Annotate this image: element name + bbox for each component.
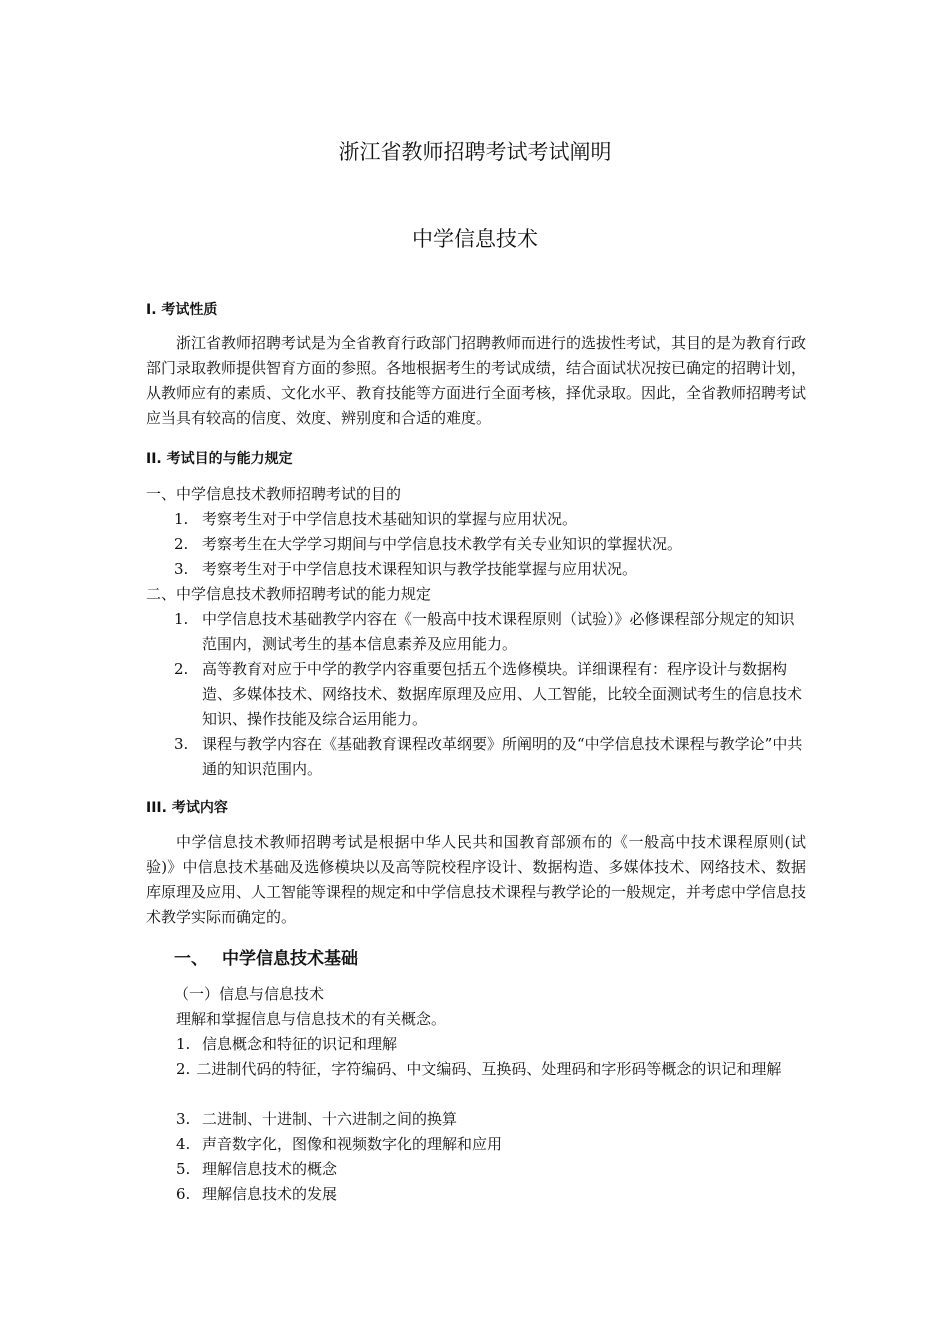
list-text: 考察考生在大学学习期间与中学信息技术教学有关专业知识的掌握状况。: [202, 535, 683, 553]
list-item: [176, 1107, 457, 1132]
list-text: 信息概念和特征的识记和理解: [202, 1035, 398, 1053]
list-item: [174, 657, 806, 732]
list-item: [174, 607, 806, 657]
list-item: [176, 1032, 397, 1057]
section-1-paragraph: 浙江省教师招聘考试是为全省教育行政部门招聘教师而进行的选拔性考试，其目的是为教育行政部门录取教师提供智育方面的参照。各地根据考生的考试成绩，结合面试状况按已确定的招聘计划，从教师应有的素质、文化水平、教育技能等方面进行全面考核，择优录取。因此，全省教师招聘考试应当具有较高的信度、效度、辨别度和合适的难度。: [146, 334, 807, 427]
section-heading-1: I. 考试性质: [146, 302, 218, 318]
document-subtitle: 中学信息技术: [412, 227, 538, 251]
list-item: [176, 1157, 337, 1182]
list-text: 中学信息技术基础教学内容在《一般高中技术课程原则（试验）》必修课程部分规定的知识范围内，测试考生的基本信息素养及应用能力。: [202, 610, 795, 653]
list-item: [146, 1057, 806, 1082]
list-text: 高等教育对应于中学的教学内容重要包括五个选修模块。详细课程有：程序设计与数据构造、多媒体技术、网络技术、数据库原理及应用、人工智能，比较全面测试考生的信息技术知识、操作技能及综合运用能力。: [202, 660, 803, 728]
list-item: [174, 732, 806, 782]
list-number: 2.: [176, 1060, 191, 1078]
part-2-title: 二、中学信息技术教师招聘考试的能力规定: [146, 585, 432, 603]
subsection-number: 一、: [174, 949, 208, 969]
list-text: 二进制、十进制、十六进制之间的换算: [202, 1110, 458, 1128]
list-item: [174, 507, 806, 532]
list-number: 3.: [174, 735, 189, 753]
list-text: 理解信息技术的概念: [202, 1160, 338, 1178]
list-text: 声音数字化，图像和视频数字化的理解和应用: [202, 1135, 503, 1153]
list-number: 4.: [176, 1135, 191, 1153]
list-item: [174, 532, 806, 557]
list-number: 3.: [174, 560, 189, 578]
part-intro: 理解和掌握信息与信息技术的有关概念。: [176, 1010, 447, 1028]
list-number: 6.: [176, 1185, 191, 1203]
part-title: （一）信息与信息技术: [174, 985, 325, 1003]
section-heading-3: III. 考试内容: [146, 800, 228, 816]
list-text: 课程与教学内容在《基础教育课程改革纲要》所阐明的及“中学信息技术课程与教学论”中共通的知识范围内。: [202, 735, 803, 778]
list-text: 二进制代码的特征，字符编码、中文编码、互换码、处理码和字形码等概念的识记和理解: [196, 1060, 782, 1078]
list-item: [176, 1132, 502, 1157]
list-number: 1.: [174, 510, 189, 528]
list-text: 考察考生对于中学信息技术课程知识与教学技能掌握与应用状况。: [202, 560, 638, 578]
list-number: 2.: [174, 660, 189, 678]
section-3-paragraph: 中学信息技术教师招聘考试是根据中华人民共和国教育部颁布的《一般高中技术课程原则(试验)》中信息技术基础及选修模块以及高等院校程序设计、数据构造、多媒体技术、网络技术、数据库原理及应用、人工智能等课程的规定和中学信息技术课程与教学论的一般规定，并考虑中学信息技术教学实际而确定的。: [146, 833, 807, 926]
list-text: 考察考生对于中学信息技术基础知识的掌握与应用状况。: [202, 510, 578, 528]
list-number: 1.: [174, 610, 189, 628]
list-item: [174, 557, 806, 582]
subsection-heading: [174, 944, 358, 969]
list-text: 理解信息技术的发展: [202, 1185, 338, 1203]
part-1-title: 一、中学信息技术教师招聘考试的目的: [146, 485, 402, 503]
list-number: 1.: [176, 1035, 191, 1053]
subsection-title: 中学信息技术基础: [222, 949, 358, 969]
list-item: [176, 1182, 337, 1207]
list-number: 5.: [176, 1160, 191, 1178]
section-heading-2: II. 考试目的与能力规定: [146, 451, 293, 467]
list-number: 2.: [174, 535, 189, 553]
list-number: 3.: [176, 1110, 191, 1128]
document-title: 浙江省教师招聘考试考试阐明: [338, 140, 612, 164]
